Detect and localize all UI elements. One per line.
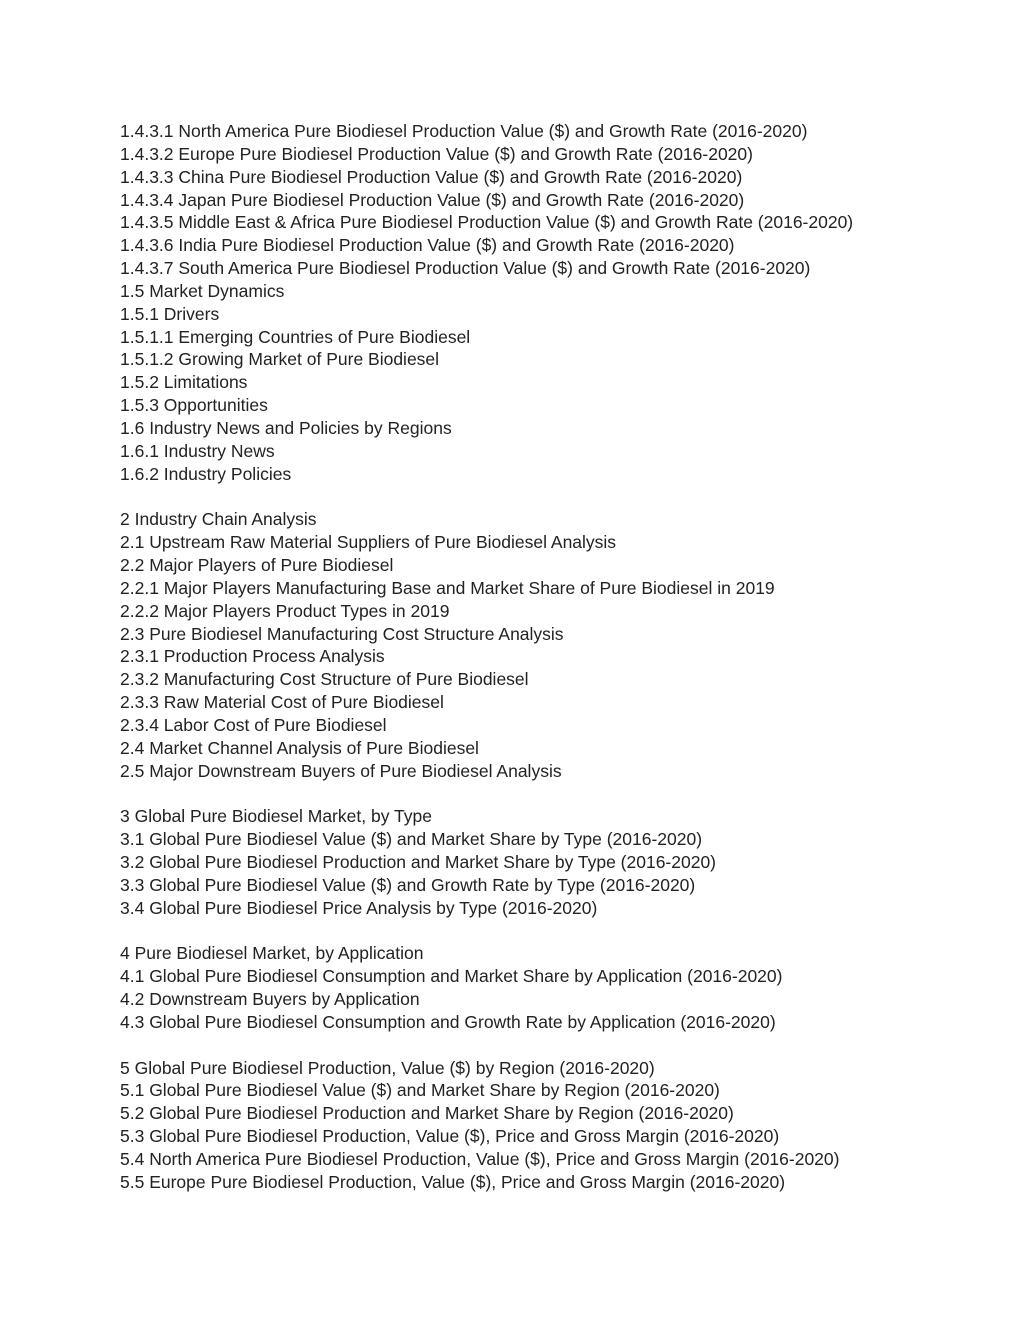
toc-section-3: 3 Global Pure Biodiesel Market, by Type <box>120 806 432 827</box>
toc-entry-2-3-2: 2.3.2 Manufacturing Cost Structure of Pure Biodiesel <box>120 669 529 690</box>
toc-entry-1-4-3-6: 1.4.3.6 India Pure Biodiesel Production Value ($) and Growth Rate (2016-2020) <box>120 235 735 256</box>
toc-entry-2-2-2: 2.2.2 Major Players Product Types in 2019 <box>120 600 450 621</box>
section-gap <box>120 1034 980 1057</box>
toc-entry-5-2: 5.2 Global Pure Biodiesel Production and Market Share by Region (2016-2020) <box>120 1103 734 1124</box>
toc-entry-1-6-1: 1.6.1 Industry News <box>120 440 275 461</box>
toc-entry-2-1: 2.1 Upstream Raw Material Suppliers of Pure Biodiesel Analysis <box>120 532 617 553</box>
toc-entry-3-4: 3.4 Global Pure Biodiesel Price Analysis by Type (2016-2020) <box>120 897 598 918</box>
toc-entry-1-4-3-1: 1.4.3.1 North America Pure Biodiesel Production Value ($) and Growth Rate (2016-2020) <box>120 121 808 141</box>
toc-entry-1-6-2: 1.6.2 Industry Policies <box>120 463 292 484</box>
section-gap <box>120 782 980 805</box>
toc-entry-1-5-3: 1.5.3 Opportunities <box>120 395 268 416</box>
toc-entry-2-3-3: 2.3.3 Raw Material Cost of Pure Biodiesel <box>120 692 444 713</box>
toc-entry-3-2: 3.2 Global Pure Biodiesel Production and Market Share by Type (2016-2020) <box>120 852 717 872</box>
toc-entry-1-4-3-2: 1.4.3.2 Europe Pure Biodiesel Production Value ($) and Growth Rate (2016-2020) <box>120 143 753 164</box>
toc-entry-5-3: 5.3 Global Pure Biodiesel Production, Value ($), Price and Gross Margin (2016-2020) <box>120 1126 780 1147</box>
toc-entry-1-5-1-1: 1.5.1.1 Emerging Countries of Pure Biodiesel <box>120 326 471 347</box>
toc-entry-1-4-3-3: 1.4.3.3 China Pure Biodiesel Production Value ($) and Growth Rate (2016-2020) <box>120 166 743 187</box>
toc-entry-2-2-1: 2.2.1 Major Players Manufacturing Base and Market Share of Pure Biodiesel in 2019 <box>120 577 775 598</box>
toc-entry-4-1: 4.1 Global Pure Biodiesel Consumption and Market Share by Application (2016-2020) <box>120 966 783 987</box>
toc-entry-2-3-4: 2.3.4 Labor Cost of Pure Biodiesel <box>120 714 387 735</box>
toc-entry-4-3: 4.3 Global Pure Biodiesel Consumption and Growth Rate by Application (2016-2020) <box>120 1011 776 1032</box>
toc-entry-1-5-1-2: 1.5.1.2 Growing Market of Pure Biodiesel <box>120 349 440 370</box>
toc-entry-5-4: 5.4 North America Pure Biodiesel Production, Value ($), Price and Gross Margin (2016-2020) <box>120 1148 840 1169</box>
toc-entry-1-4-3-4: 1.4.3.4 Japan Pure Biodiesel Production Value ($) and Growth Rate (2016-2020) <box>120 189 745 210</box>
toc-entry-2-3: 2.3 Pure Biodiesel Manufacturing Cost Structure Analysis <box>120 623 564 644</box>
toc-entry-1-5: 1.5 Market Dynamics <box>120 280 285 301</box>
toc-section-5: 5 Global Pure Biodiesel Production, Value ($) by Region (2016-2020) <box>120 1057 655 1078</box>
toc-entry-1-5-1: 1.5.1 Drivers <box>120 303 220 324</box>
toc-entry-3-1: 3.1 Global Pure Biodiesel Value ($) and Market Share by Type (2016-2020) <box>120 829 703 850</box>
toc-entry-1-5-2: 1.5.2 Limitations <box>120 372 248 393</box>
toc-section-2: 2 Industry Chain Analysis <box>120 509 317 530</box>
toc-entry-2-4: 2.4 Market Channel Analysis of Pure Biodiesel <box>120 737 479 758</box>
table-of-contents <box>120 120 980 1194</box>
section-gap <box>120 486 980 509</box>
toc-entry-1-6: 1.6 Industry News and Policies by Regions <box>120 417 452 438</box>
toc-entry-5-1: 5.1 Global Pure Biodiesel Value ($) and Market Share by Region (2016-2020) <box>120 1080 720 1101</box>
section-gap <box>120 920 980 943</box>
toc-section-4: 4 Pure Biodiesel Market, by Application <box>120 943 424 964</box>
toc-entry-5-5: 5.5 Europe Pure Biodiesel Production, Value ($), Price and Gross Margin (2016-2020) <box>120 1171 786 1192</box>
toc-entry-3-3: 3.3 Global Pure Biodiesel Value ($) and Growth Rate by Type (2016-2020) <box>120 874 696 895</box>
toc-entry-4-2: 4.2 Downstream Buyers by Application <box>120 989 420 1010</box>
toc-entry-2-5: 2.5 Major Downstream Buyers of Pure Biodiesel Analysis <box>120 760 562 781</box>
toc-entry-1-4-3-7: 1.4.3.7 South America Pure Biodiesel Production Value ($) and Growth Rate (2016-2020) <box>120 258 811 279</box>
toc-entry-2-2: 2.2 Major Players of Pure Biodiesel <box>120 555 394 576</box>
toc-entry-1-4-3-5: 1.4.3.5 Middle East & Africa Pure Biodiesel Production Value ($) and Growth Rate (2016-2020) <box>120 212 854 233</box>
toc-entry-2-3-1: 2.3.1 Production Process Analysis <box>120 646 385 667</box>
